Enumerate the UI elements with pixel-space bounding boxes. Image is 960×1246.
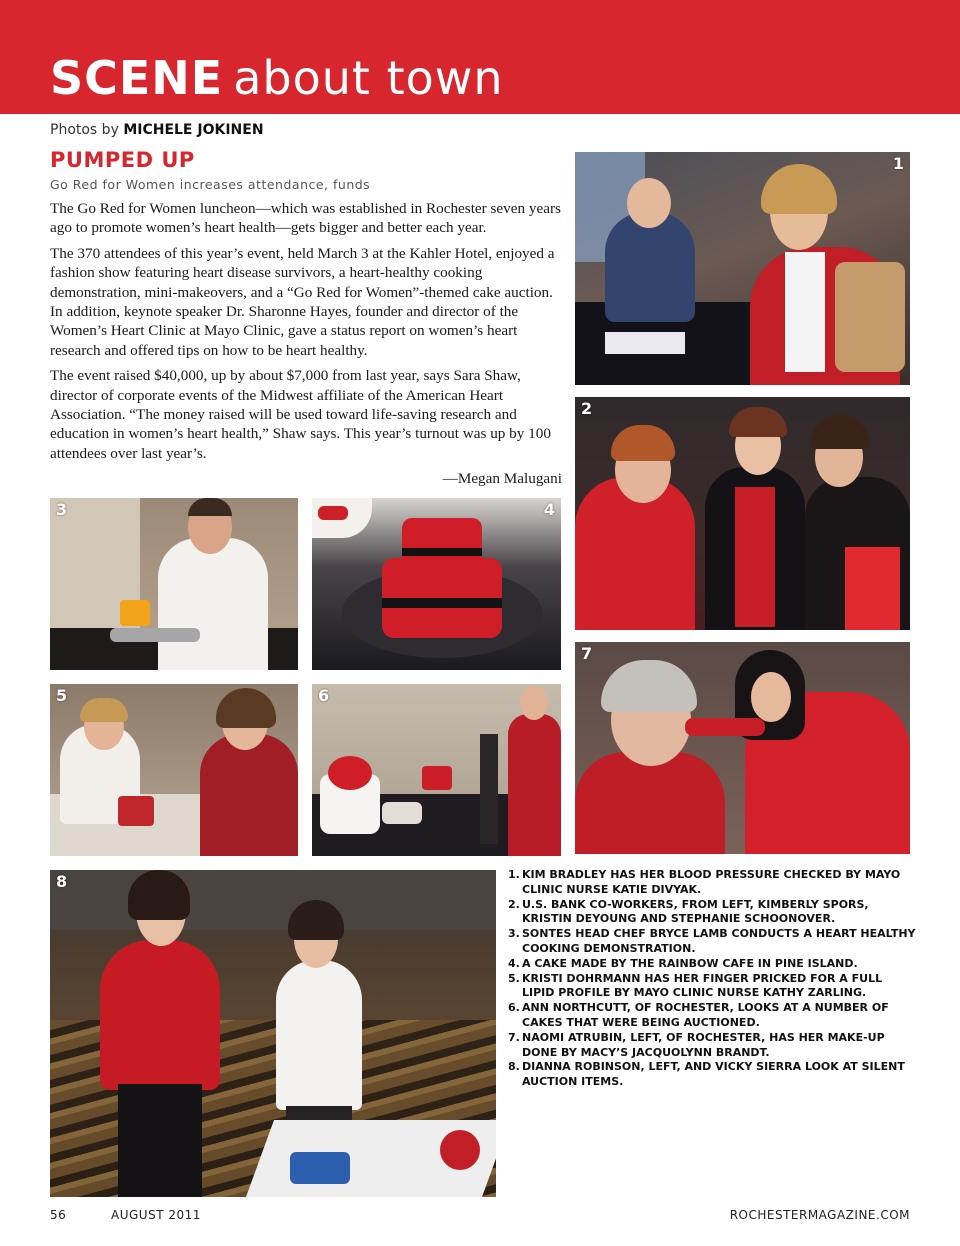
caption-number: 5.	[508, 971, 520, 985]
caption-text: U.S. BANK CO-WORKERS, FROM LEFT, KIMBERLY SPORS, KRISTIN DEYOUNG AND STEPHANIE SCHOONOVER.	[522, 897, 869, 926]
caption-item	[508, 1001, 918, 1031]
caption-text: ANN NORTHCUTT, OF ROCHESTER, LOOKS AT A NUMBER OF CAKES THAT WERE BEING AUCTIONED.	[522, 1001, 889, 1029]
photo-credit	[50, 122, 264, 138]
caption-number: 6.	[508, 1001, 520, 1015]
website: ROCHESTERMAGAZINE.COM	[729, 1208, 910, 1222]
header-banner	[0, 0, 960, 114]
photo-8-silent-auction	[50, 870, 496, 1197]
caption-item	[508, 957, 918, 972]
page-number: 56	[50, 1208, 67, 1222]
photo-credit-prefix: Photos by	[50, 122, 119, 138]
photo-3-chef	[50, 498, 298, 670]
caption-number: 1.	[508, 868, 520, 881]
photo-captions	[508, 868, 918, 1090]
caption-item	[508, 1031, 918, 1061]
caption-item	[508, 1060, 918, 1090]
caption-number: 4.	[508, 956, 520, 970]
caption-number: 2.	[508, 897, 520, 911]
caption-number: 7.	[508, 1030, 520, 1044]
photographer-name: MICHELE JOKINEN	[123, 122, 264, 138]
article-byline: —Megan Malugani	[442, 470, 562, 488]
caption-text: A CAKE MADE BY THE RAINBOW CAFE IN PINE ISLAND.	[522, 956, 858, 970]
issue-date: AUGUST 2011	[111, 1208, 201, 1222]
article-subhead: Go Red for Women increases attendance, funds	[50, 177, 371, 192]
caption-item	[508, 868, 918, 898]
article-paragraph: The event raised $40,000, up by about $7,000 from last year, says Sara Shaw, director of corporate events of the Midwest affiliate of the American Heart Association. “The money raised will be used toward life-saving research and education in women’s heart health,” Shaw says. This year’s turnout was up by 100 attendees over last year’s.	[50, 367, 551, 462]
photo-number: 6	[318, 686, 330, 705]
caption-item	[508, 972, 918, 1002]
caption-text: SONTES HEAD CHEF BRYCE LAMB CONDUCTS A HEART HEALTHY COOKING DEMONSTRATION.	[522, 927, 916, 955]
photo-number: 3	[56, 500, 68, 519]
photo-5-finger-prick	[50, 684, 298, 856]
caption-item	[508, 927, 918, 957]
photo-6-cakes	[312, 684, 561, 856]
article-paragraph: The 370 attendees of this year’s event, held March 3 at the Kahler Hotel, enjoyed a fashion show featuring heart disease survivors, a heart-healthy cooking demonstration, mini-makeovers, and a “Go Red for Women”-themed cake auction. In addition, keynote speaker Dr. Sharonne Hayes, founder and director of the Women’s Heart Clinic at Mayo Clinic, gave a status report on women’s heart research and offered tips on how to be heart healthy.	[50, 244, 555, 359]
caption-text: KIM BRADLEY HAS HER BLOOD PRESSURE CHECKED BY MAYO CLINIC NURSE KATIE DIVYAK.	[522, 868, 901, 896]
photo-1-blood-pressure	[575, 152, 910, 385]
article-body	[50, 199, 562, 495]
section-title	[50, 48, 504, 108]
photo-number: 8	[56, 872, 68, 891]
caption-number: 3.	[508, 927, 520, 941]
photo-number: 2	[581, 399, 593, 418]
section-title-light: about town	[233, 51, 504, 105]
photo-7-makeup	[575, 642, 910, 854]
article-paragraph: The Go Red for Women luncheon—which was established in Rochester seven years ago to promote women’s heart health—gets bigger and better each year.	[50, 200, 561, 237]
photo-2-coworkers	[575, 397, 910, 630]
photo-4-cake	[312, 498, 561, 670]
caption-text: KRISTI DOHRMANN HAS HER FINGER PRICKED FOR A FULL LIPID PROFILE BY MAYO CLINIC NURSE KATHY ZARLING.	[522, 971, 883, 1000]
photo-number: 5	[56, 686, 68, 705]
photo-number: 7	[581, 644, 593, 663]
caption-item	[508, 898, 918, 928]
section-title-bold: SCENE	[50, 51, 224, 105]
article-headline: PUMPED UP	[50, 148, 195, 172]
caption-number: 8.	[508, 1060, 520, 1074]
caption-text: DIANNA ROBINSON, LEFT, AND VICKY SIERRA LOOK AT SILENT AUCTION ITEMS.	[522, 1060, 905, 1089]
photo-number: 1	[892, 154, 904, 173]
photo-number: 4	[543, 500, 555, 519]
caption-text: NAOMI ATRUBIN, LEFT, OF ROCHESTER, HAS HER MAKE-UP DONE BY MACY’S JACQUOLYNN BRANDT.	[522, 1030, 885, 1059]
